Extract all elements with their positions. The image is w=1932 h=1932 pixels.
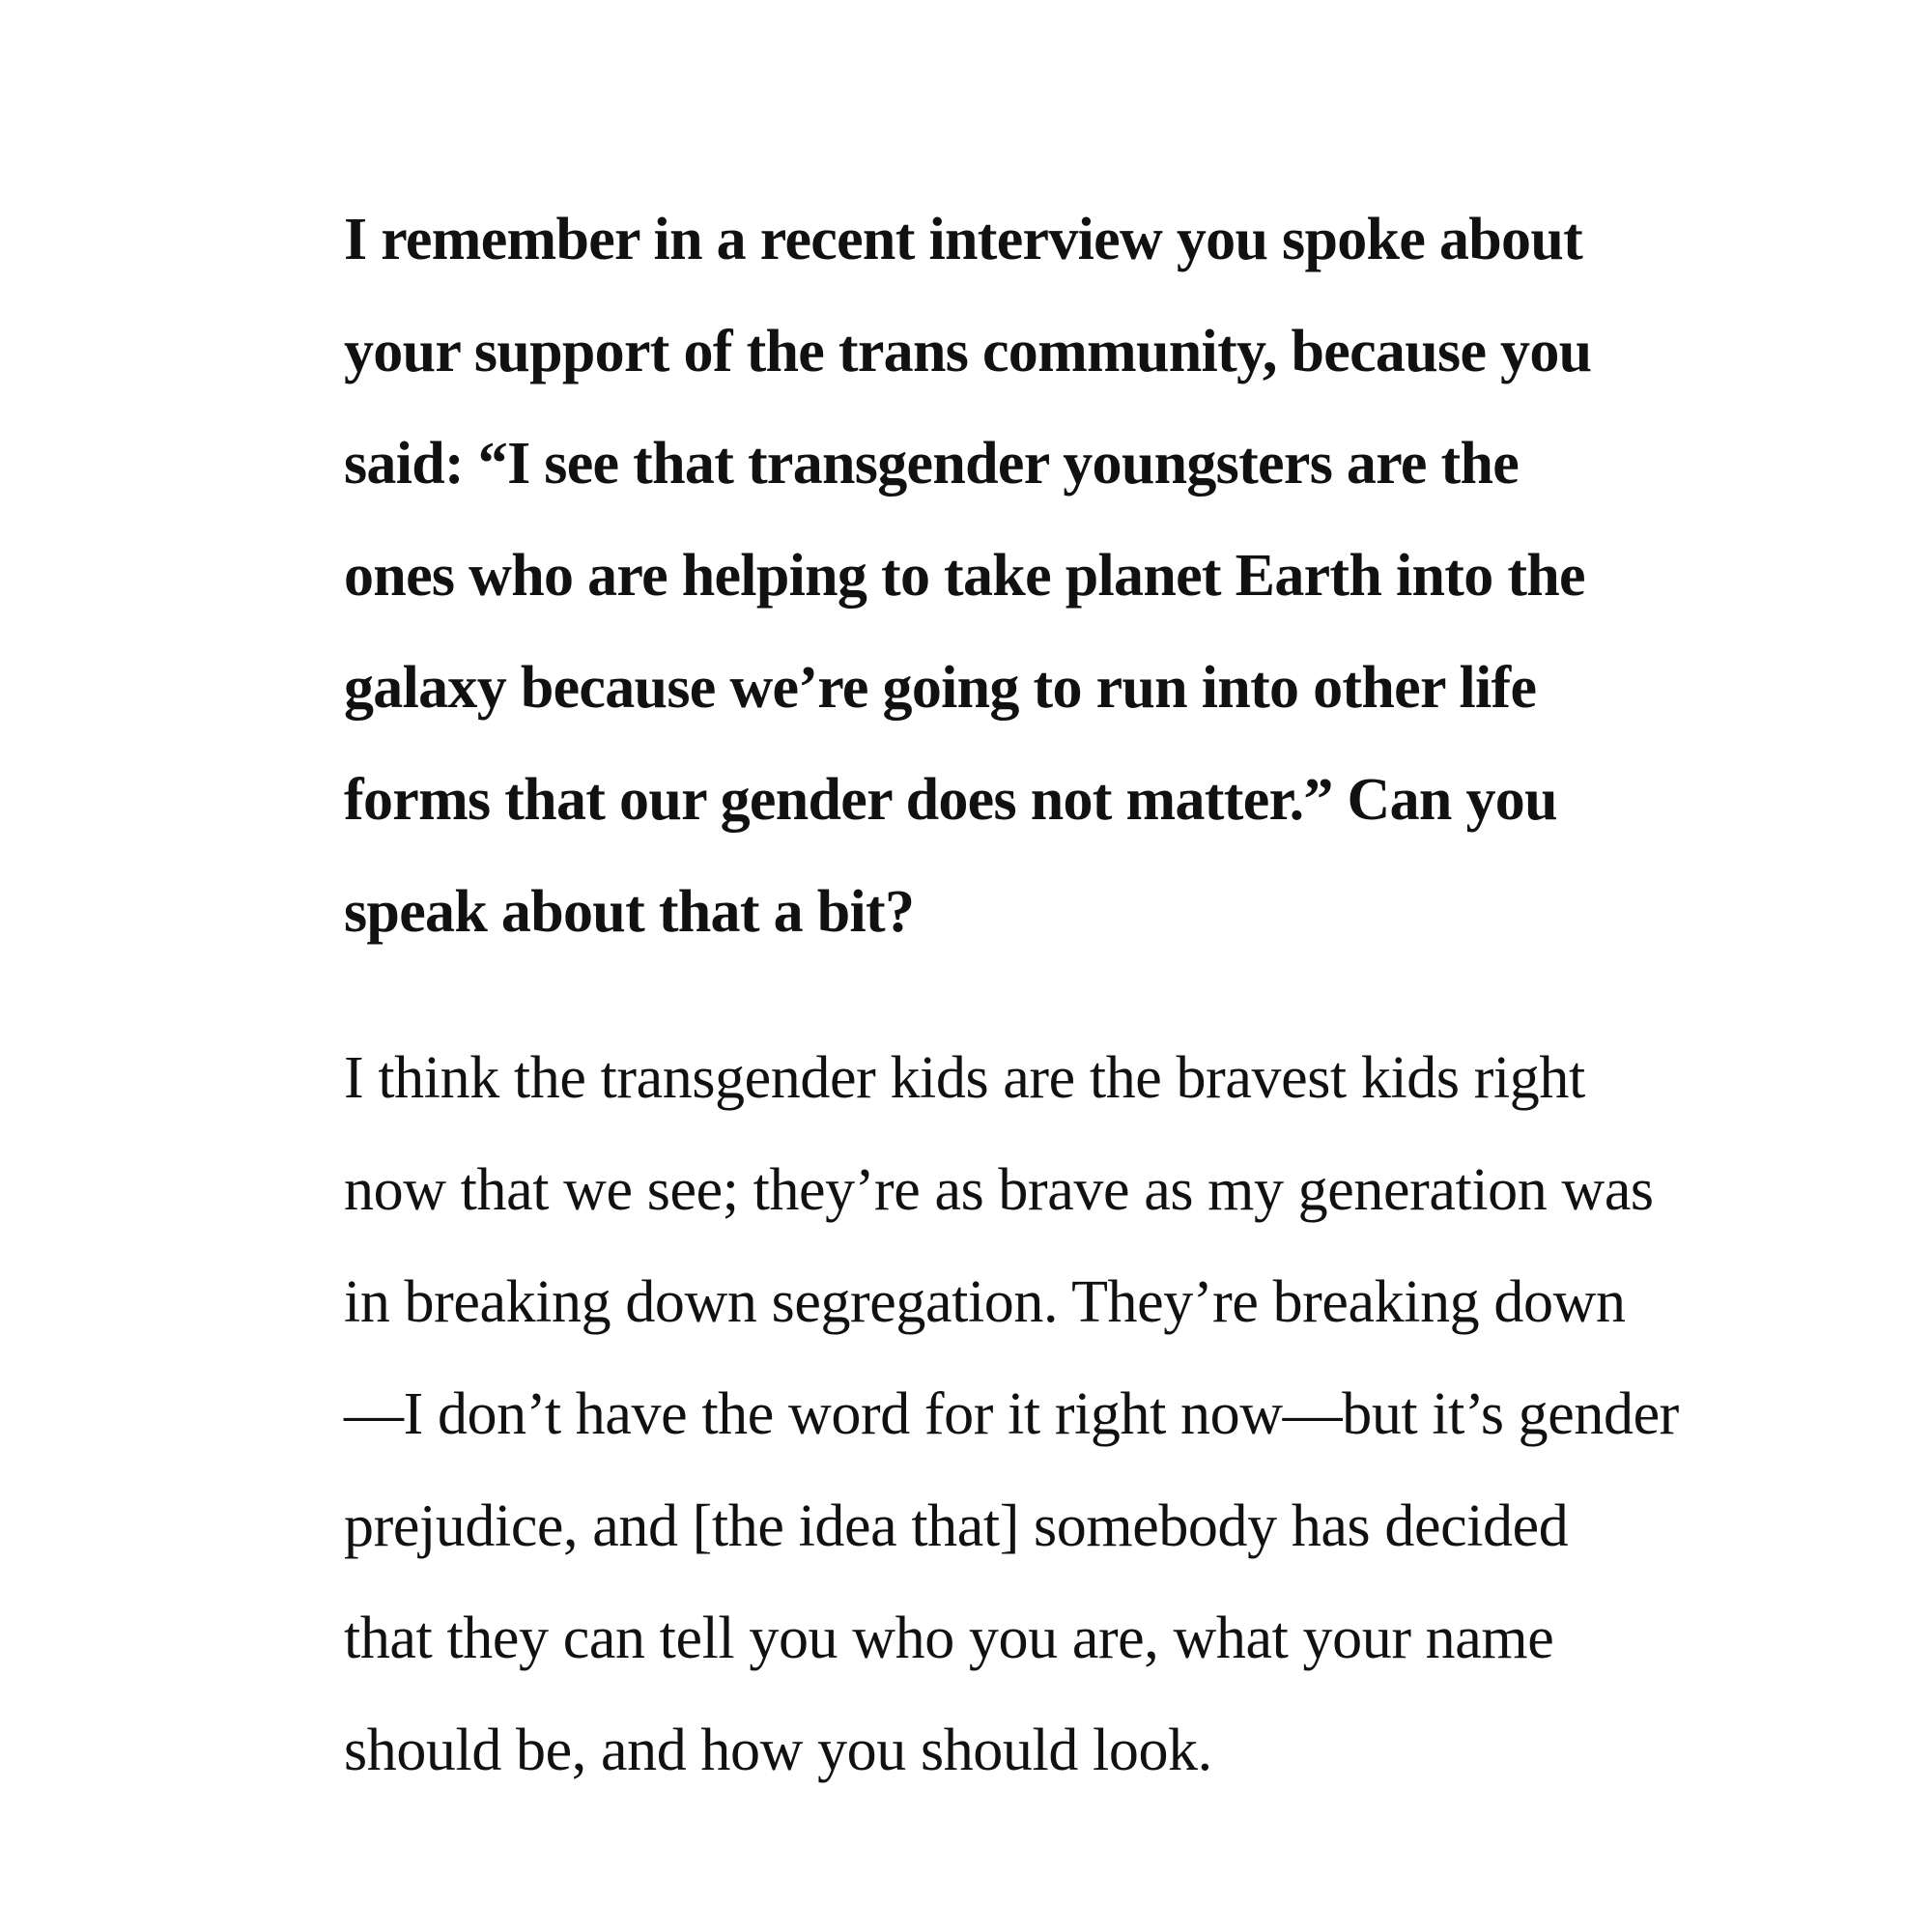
answer-line: in breaking down segregation. They’re breaking down bbox=[344, 1269, 1626, 1335]
answer-line: should be, and how you should look. bbox=[344, 1718, 1212, 1783]
question-line: ones who are helping to take planet Earth into the bbox=[344, 543, 1585, 609]
question-line: forms that our gender does not matter.” Can you bbox=[344, 767, 1557, 833]
interview-answer bbox=[344, 1022, 1812, 1806]
question-line: said: “I see that transgender youngsters are the bbox=[344, 431, 1520, 497]
answer-line: prejudice, and [the idea that] somebody has decided bbox=[344, 1493, 1569, 1559]
answer-line: I think the transgender kids are the bravest kids right bbox=[344, 1045, 1585, 1111]
answer-line: now that we see; they’re as brave as my generation was bbox=[344, 1157, 1654, 1223]
question-line: I remember in a recent interview you spoke about bbox=[344, 207, 1583, 272]
answer-line: —I don’t have the word for it right now—but it’s gender bbox=[344, 1381, 1679, 1447]
question-line: galaxy because we’re going to run into other life bbox=[344, 655, 1537, 721]
question-line: speak about that a bit? bbox=[344, 879, 915, 945]
answer-line: that they can tell you who you are, what your name bbox=[344, 1605, 1554, 1671]
question-line: your support of the trans community, because you bbox=[344, 319, 1592, 384]
interview-question bbox=[344, 184, 1812, 968]
article-body bbox=[344, 184, 1812, 1806]
